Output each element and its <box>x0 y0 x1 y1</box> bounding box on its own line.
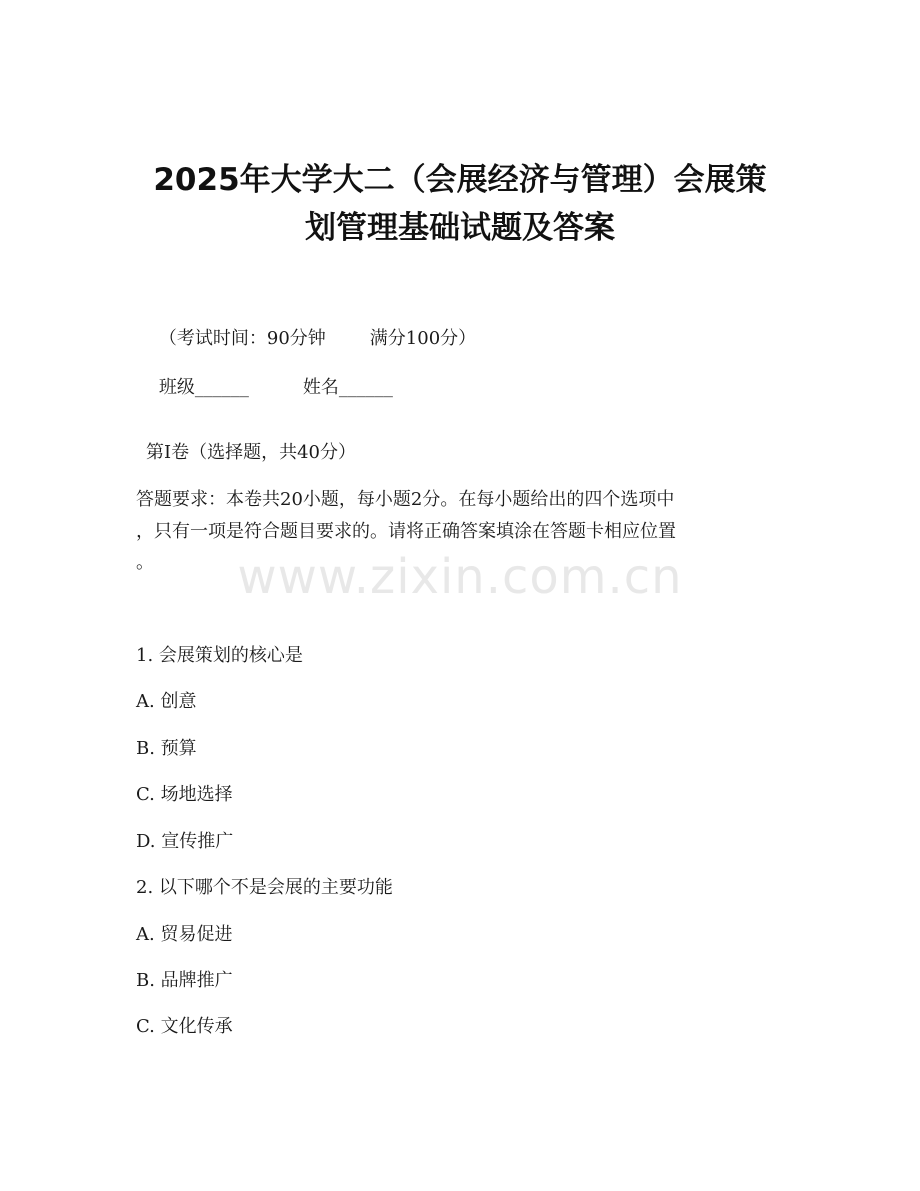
instructions-line-1: 答题要求：本卷共20小题，每小题2分。在每小题给出的四个选项中 <box>136 489 675 510</box>
document-title-line-2: 划管理基础试题及答案 <box>305 210 615 246</box>
student-fields <box>136 349 393 427</box>
name-field-label: 姓名______ <box>302 377 393 398</box>
question-option: A. 贸易促进 <box>136 924 233 945</box>
question-option: A. 创意 <box>136 691 197 712</box>
question-option: C. 场地选择 <box>136 784 233 805</box>
watermark-text: www.zixin.com.cn <box>237 549 683 605</box>
document-title-line-1: 2025年大学大二（会展经济与管理）会展策 <box>153 162 767 198</box>
exam-time: （考试时间：90分钟 <box>158 328 326 349</box>
class-field-label: 班级______ <box>158 377 249 398</box>
question-option: B. 预算 <box>136 738 197 759</box>
instructions-line-2: ，只有一项是符合题目要求的。请将正确答案填涂在答题卡相应位置 <box>136 521 676 542</box>
question-stem: 2. 以下哪个不是会展的主要功能 <box>136 877 393 898</box>
question-option: B. 品牌推广 <box>136 970 233 991</box>
section-heading: 第Ⅰ卷（选择题，共40分） <box>146 442 357 463</box>
question-stem: 1. 会展策划的核心是 <box>136 645 303 666</box>
exam-full-score: 满分100分） <box>369 328 477 349</box>
instructions-line-3: 。 <box>136 552 154 573</box>
question-option: C. 文化传承 <box>136 1016 233 1037</box>
question-option: D. 宣传推广 <box>136 831 234 852</box>
